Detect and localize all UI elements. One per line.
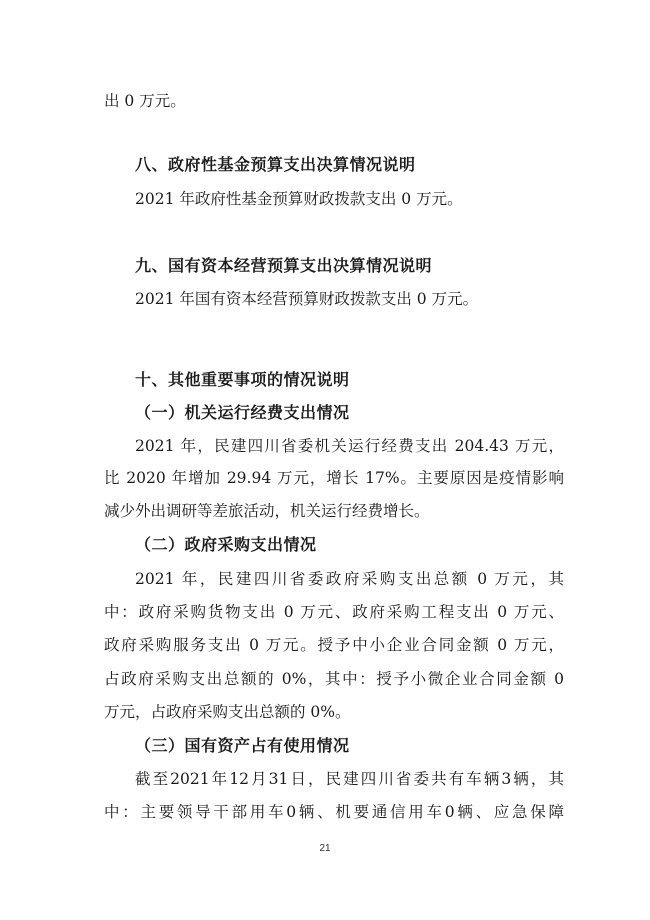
paragraph-10-3-line: 截至2021年12月31日，民建四川省委共有车辆3辆，其 — [135, 770, 564, 788]
section-heading-8: 八、政府性基金预算支出决算情况说明 — [135, 155, 416, 174]
paragraph-10-1-line: 比 2020 年增加 29.94 万元，增长 17%。主要原因是疫情影响 — [104, 469, 564, 487]
paragraph-10-1-line: 2021 年，民建四川省委机关运行经费支出 204.43 万元， — [135, 437, 564, 455]
paragraph-9: 2021 年国有资本经营预算财政拨款支出 0 万元。 — [135, 290, 479, 308]
page-number: 21 — [319, 843, 331, 854]
paragraph-10-2-line: 占政府采购支出总额的 0%，其中：授予小微企业合同金额 0 — [104, 670, 564, 688]
paragraph-10-3-line: 中：主要领导干部用车0辆、机要通信用车0辆、应急保障 — [104, 803, 564, 821]
paragraph-10-2-line: 2021 年，民建四川省委政府采购支出总额 0 万元，其 — [135, 570, 564, 588]
paragraph-10-2-line: 万元，占政府采购支出总额的 0%。 — [104, 703, 351, 721]
subheading-10-2: （二）政府采购支出情况 — [135, 535, 317, 554]
paragraph-continuation: 出 0 万元。 — [104, 92, 186, 110]
subheading-10-3: （三）国有资产占有使用情况 — [135, 736, 350, 755]
paragraph-10-2-line: 政府采购服务支出 0 万元。授予中小企业合同金额 0 万元， — [104, 636, 564, 654]
section-heading-9: 九、国有资本经营预算支出决算情况说明 — [135, 256, 433, 275]
section-heading-10: 十、其他重要事项的情况说明 — [135, 370, 350, 389]
subheading-10-1: （一）机关运行经费支出情况 — [135, 403, 350, 422]
paragraph-10-1-line: 减少外出调研等差旅活动，机关运行经费增长。 — [104, 502, 430, 520]
paragraph-8: 2021 年政府性基金预算财政拨款支出 0 万元。 — [135, 190, 463, 208]
paragraph-10-2-line: 中：政府采购货物支出 0 万元、政府采购工程支出 0 万元、 — [104, 603, 564, 621]
